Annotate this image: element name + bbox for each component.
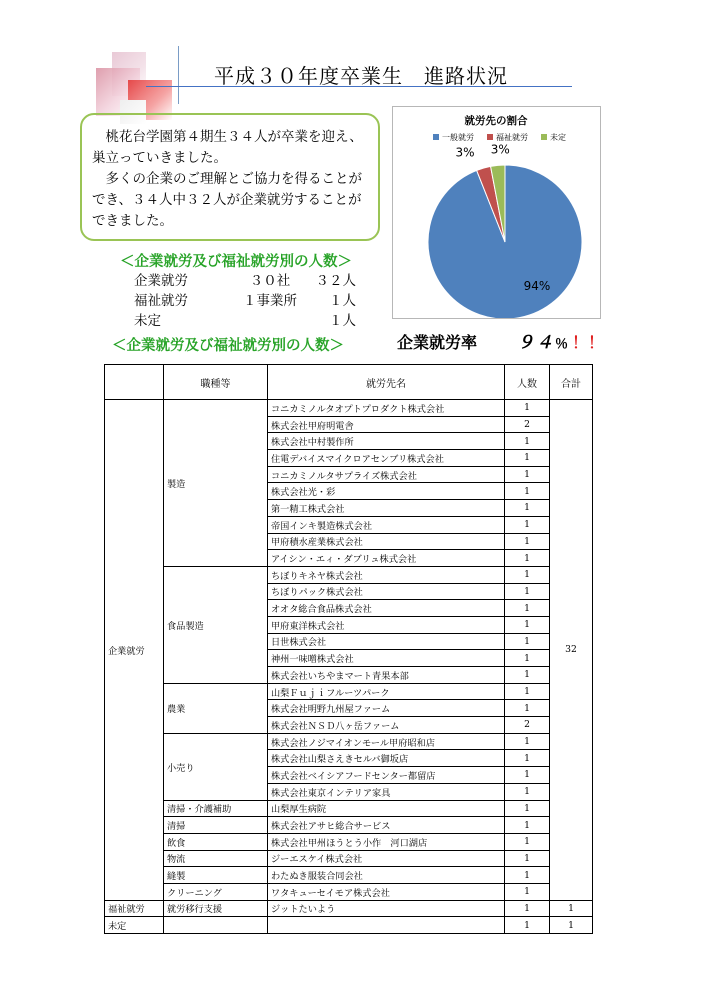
company-cell: 株式会社ベイシアフードセンター都留店 (268, 767, 505, 784)
summary-label: 未定 (134, 313, 161, 329)
category-cell: 農業 (164, 683, 268, 733)
header-type: 職種等 (164, 365, 268, 400)
table-row (105, 850, 593, 867)
legend-label: 一般就労 (442, 133, 474, 142)
count-cell: 1 (505, 650, 550, 667)
table-row (105, 817, 593, 834)
company-cell: 株式会社甲府明電舎 (268, 416, 505, 433)
category-cell: 物流 (164, 850, 268, 867)
intro-paragraph: 桃花台学園第４期生３４人が卒業を迎え、巣立っていきました。 (92, 129, 363, 166)
page-title: 平成３０年度卒業生 進路状況 (214, 64, 508, 88)
table-row (105, 883, 593, 900)
summary-row (134, 271, 356, 291)
employment-rate (397, 328, 604, 353)
category-cell: 食品製造 (164, 566, 268, 683)
table-row (105, 400, 593, 417)
intro-box (80, 113, 380, 241)
summary-count: １人 (329, 313, 356, 329)
count-cell: 1 (505, 700, 550, 717)
header-total: 合計 (550, 365, 593, 400)
category-cell: 清掃・介護補助 (164, 800, 268, 817)
employment-rate-value: ９４ (517, 333, 556, 353)
company-cell: わたぬき服装合同会社 (268, 867, 505, 884)
intro-paragraph: 多くの企業のご理解とご協力を得ることができ、３４人中３２人が企業就労することができました。 (92, 171, 362, 229)
category-cell: 製造 (164, 400, 268, 567)
count-cell: 1 (505, 600, 550, 617)
category-cell: 就労移行支援 (164, 900, 268, 917)
count-cell: 1 (505, 783, 550, 800)
count-cell: 1 (505, 583, 550, 600)
company-cell: 株式会社ノジマイオンモール甲府昭和店 (268, 733, 505, 750)
count-cell: 1 (505, 867, 550, 884)
table-row (105, 800, 593, 817)
table-header-row (105, 365, 593, 400)
table-row (105, 566, 593, 583)
count-cell: 1 (505, 817, 550, 834)
count-cell: 2 (505, 416, 550, 433)
pie-chart-svg (393, 107, 600, 318)
company-cell: コニカミノルタサプライズ株式会社 (268, 466, 505, 483)
company-cell: ジットたいよう (268, 900, 505, 917)
count-cell: 1 (505, 683, 550, 700)
total-cell: 32 (550, 400, 593, 901)
total-cell: 1 (550, 900, 593, 917)
summary-heading-2: ＜企業就労及び福祉就労別の人数＞ (112, 338, 344, 354)
company-cell: 甲府積水産業株式会社 (268, 533, 505, 550)
company-cell: 山梨厚生病院 (268, 800, 505, 817)
summary-label: 福祉就労 (134, 293, 188, 309)
summary-count: １人 (329, 293, 356, 309)
count-cell: 1 (505, 616, 550, 633)
count-cell: 1 (505, 466, 550, 483)
count-cell: 1 (505, 550, 550, 567)
company-cell: 株式会社いちやまマート青果本部 (268, 667, 505, 684)
company-cell: 甲府東洋株式会社 (268, 616, 505, 633)
count-cell: 1 (505, 633, 550, 650)
category-cell: 清掃 (164, 817, 268, 834)
table-row (105, 900, 593, 917)
summary-places (228, 311, 312, 331)
company-cell: 株式会社ＮＳＤ八ヶ岳ファーム (268, 717, 505, 734)
summary-places: ３０社 (249, 273, 291, 289)
count-cell: 1 (505, 917, 550, 934)
count-cell: 1 (505, 750, 550, 767)
summary-count: ３２人 (315, 273, 356, 289)
category-cell: 縫製 (164, 867, 268, 884)
data-label: 3% (455, 145, 475, 160)
category-cell: 小売り (164, 733, 268, 800)
company-cell: 第一精工株式会社 (268, 500, 505, 517)
company-cell: 株式会社山梨さえきセルバ御坂店 (268, 750, 505, 767)
table-row (105, 833, 593, 850)
count-cell: 1 (505, 800, 550, 817)
table-row (105, 683, 593, 700)
count-cell: 1 (505, 500, 550, 517)
company-cell: オオタ総合食品株式会社 (268, 600, 505, 617)
company-cell: ワタキューセイモア株式会社 (268, 883, 505, 900)
company-cell: 株式会社東京インテリア家具 (268, 783, 505, 800)
company-cell: 日世株式会社 (268, 633, 505, 650)
table-body (105, 400, 593, 934)
table-row (105, 733, 593, 750)
company-cell: 帝国インキ製造株式会社 (268, 516, 505, 533)
company-cell (268, 917, 505, 934)
legend-label: 福祉就労 (496, 133, 528, 142)
company-cell: ちぼりキネヤ株式会社 (268, 566, 505, 583)
table-row (105, 867, 593, 884)
summary-row (134, 291, 356, 311)
legend-swatch (433, 134, 439, 140)
count-cell: 1 (505, 450, 550, 467)
summary-label: 企業就労 (134, 273, 188, 289)
group-cell: 福祉就労 (105, 900, 164, 917)
legend-swatch (541, 134, 547, 140)
count-cell: 1 (505, 850, 550, 867)
chart-title: 就労先の割合 (464, 115, 528, 127)
table-row (105, 917, 593, 934)
company-cell: 株式会社アサヒ総合サービス (268, 817, 505, 834)
count-cell: 1 (505, 733, 550, 750)
legend-label: 未定 (550, 133, 566, 142)
employment-table (104, 364, 593, 934)
company-cell: 株式会社中村製作所 (268, 433, 505, 450)
company-cell: ちぼりパック株式会社 (268, 583, 505, 600)
summary-heading: ＜企業就労及び福祉就労別の人数＞ (120, 254, 352, 270)
company-cell: 山梨Ｆｕｊｉフルーツパーク (268, 683, 505, 700)
category-cell (164, 917, 268, 934)
legend-swatch (487, 134, 493, 140)
count-cell: 1 (505, 833, 550, 850)
company-cell: 株式会社甲州ほうとう小作 河口湖店 (268, 833, 505, 850)
data-label: 3% (490, 142, 510, 157)
company-cell: 住電デバイスマイクロアセンブリ株式会社 (268, 450, 505, 467)
exclamation-marks: ！！ (572, 333, 605, 352)
count-cell: 1 (505, 566, 550, 583)
company-cell: コニカミノルタオプトプロダクト株式会社 (268, 400, 505, 417)
count-cell: 1 (505, 883, 550, 900)
employment-rate-unit: ％ (555, 337, 569, 352)
count-cell: 1 (505, 516, 550, 533)
header-count: 人数 (505, 365, 550, 400)
data-label: 94% (523, 279, 551, 293)
summary-row (134, 311, 356, 331)
count-cell: 1 (505, 900, 550, 917)
pie-chart (392, 106, 601, 319)
count-cell: 1 (505, 767, 550, 784)
category-cell: クリーニング (164, 883, 268, 900)
header-blank (105, 365, 164, 400)
header-company: 就労先名 (268, 365, 505, 400)
group-cell: 未定 (105, 917, 164, 934)
summary-places: １事業所 (243, 293, 297, 309)
count-cell: 1 (505, 483, 550, 500)
count-cell: 1 (505, 433, 550, 450)
count-cell: 2 (505, 717, 550, 734)
category-cell: 飲食 (164, 833, 268, 850)
company-cell: アイシン・エィ・ダブリュ株式会社 (268, 550, 505, 567)
company-cell: 株式会社明野九州屋ファーム (268, 700, 505, 717)
total-cell: 1 (550, 917, 593, 934)
count-cell: 1 (505, 533, 550, 550)
company-cell: 株式会社光・彩 (268, 483, 505, 500)
group-cell: 企業就労 (105, 400, 164, 901)
count-cell: 1 (505, 667, 550, 684)
summary-list (134, 271, 356, 331)
company-cell: ジーエスケイ株式会社 (268, 850, 505, 867)
count-cell: 1 (505, 400, 550, 417)
employment-rate-label: 企業就労率 (397, 333, 478, 352)
company-cell: 神州一味噌株式会社 (268, 650, 505, 667)
decorative-line (178, 46, 179, 104)
